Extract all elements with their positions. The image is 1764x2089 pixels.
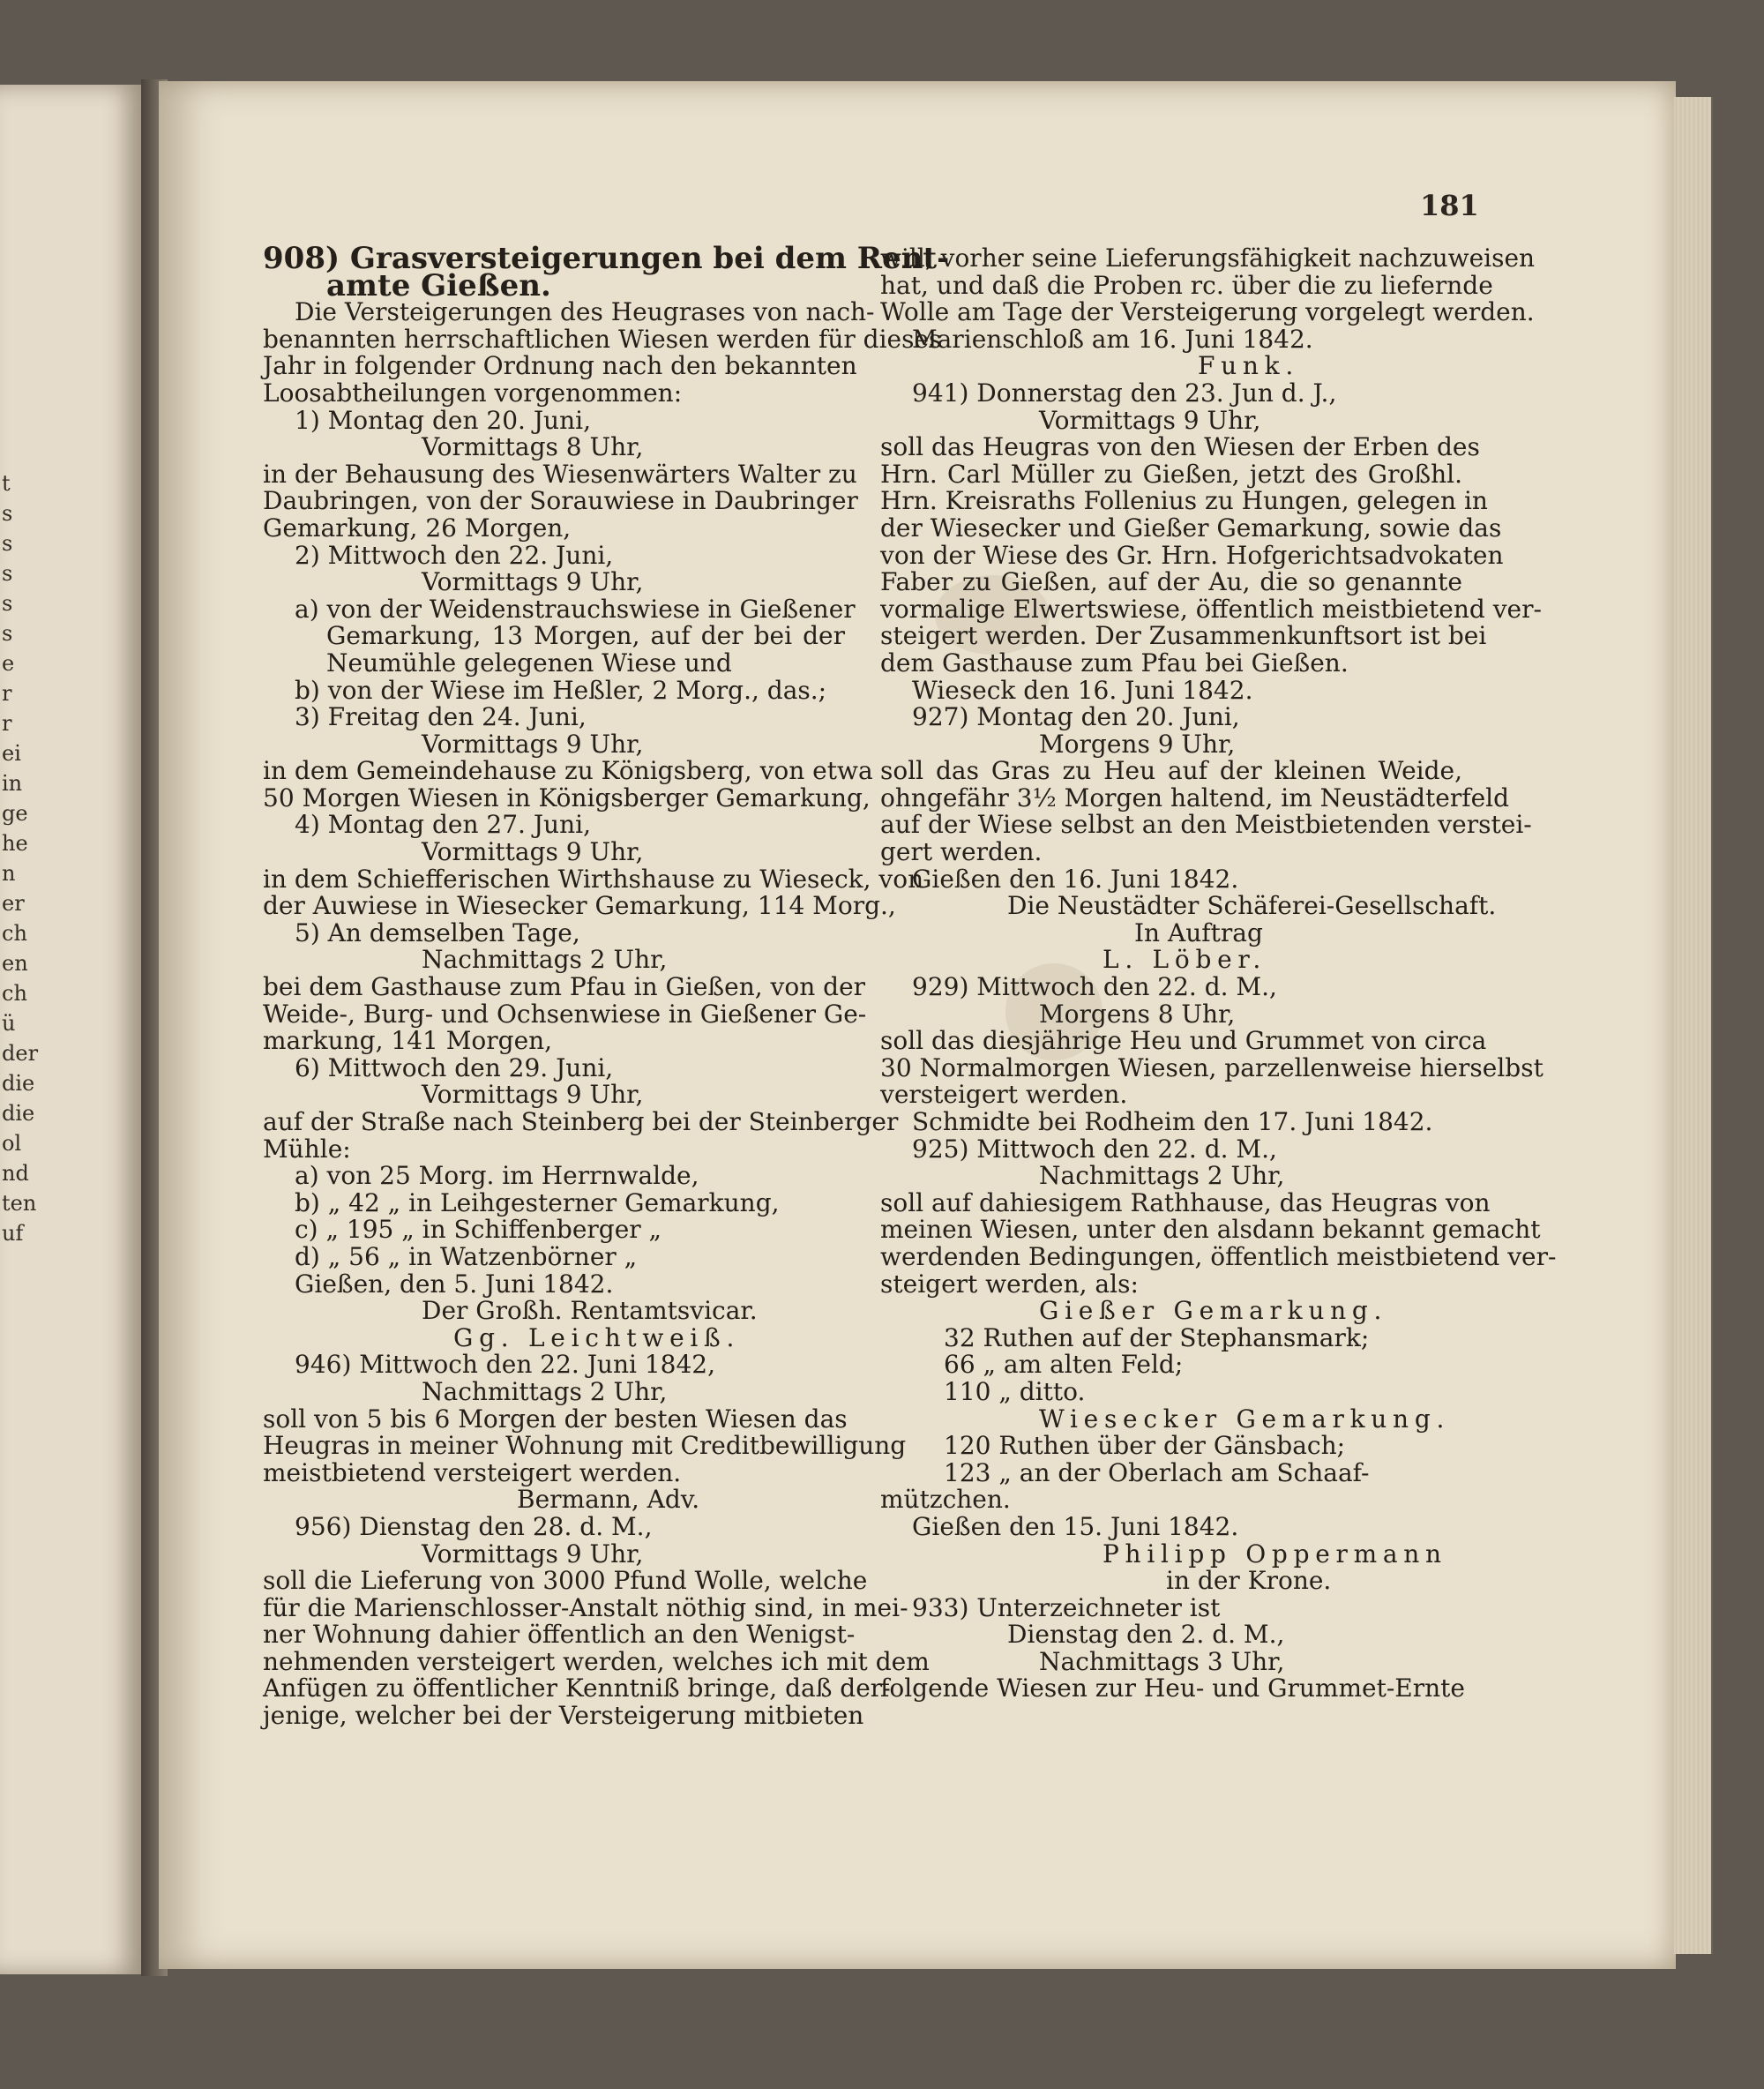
text-line: Nachmittags 2 Uhr, [422,1376,668,1406]
text-line: Marienschloß am 16. Juni 1842. [912,324,1313,354]
left-page-fragment: t [2,471,11,496]
left-page-fragment: r [2,711,12,736]
left-page-fragment: r [2,681,12,706]
text-line: Anfügen zu öffentlicher Kenntniß bringe, daß der- [263,1673,891,1703]
text-line: 941) Donnerstag den 23. Jun d. J., [912,378,1337,408]
text-line: soll auf dahiesigem Rathhause, das Heugras von [880,1187,1491,1217]
text-line: Nachmittags 3 Uhr, [1039,1646,1285,1676]
text-line: 66 „ am alten Feld; [944,1350,1184,1380]
text-line: 933) Unterzeichneter ist [912,1592,1221,1622]
text-line: Gemarkung, 26 Morgen, [263,513,572,543]
left-page-fragment: ten [2,1191,37,1216]
text-line: 110 „ ditto. [944,1376,1086,1406]
text-line: Schmidte bei Rodheim den 17. Juni 1842. [912,1107,1433,1136]
left-page-fragment: ch [2,981,27,1006]
text-line: Gemarkung, 13 Morgen, auf der bei der [326,621,845,651]
left-page-fragment: s [2,591,13,616]
page-number: 181 [1420,189,1479,222]
text-line: gert werden. [880,837,1043,867]
text-line: a) von der Weidenstrauchswiese in Gießener [295,594,856,624]
text-line: Nachmittags 2 Uhr, [1039,1161,1285,1191]
text-line: Neumühle gelegenen Wiese und [326,648,732,678]
left-page-fragment: ge [2,801,28,826]
text-line: in der Krone. [1166,1566,1332,1596]
text-line: Gg. Leichtweiß. [453,1322,741,1352]
text-line: markung, 141 Morgen, [263,1026,553,1056]
text-line: meistbietend versteigert werden. [263,1457,682,1487]
left-page-fragment: s [2,501,13,526]
text-line: Heugras in meiner Wohnung mit Creditbewilligung [263,1431,907,1461]
text-line: für die Marienschlosser-Anstalt nöthig sind, in mei- [263,1592,908,1622]
left-page-edge [0,85,146,1974]
text-line: Morgens 8 Uhr, [1039,999,1236,1029]
text-line: soll das diesjährige Heu und Grummet von circa [880,1026,1487,1056]
text-line: Wieseck den 16. Juni 1842. [912,675,1253,705]
text-line: Vormittags 9 Uhr, [422,837,644,867]
text-line: Vormittags 8 Uhr, [422,432,644,462]
text-line: Gießen, den 5. Juni 1842. [295,1269,614,1299]
text-line: Jahr in folgender Ordnung nach den bekannten [263,351,857,381]
left-page-fragment: n [2,861,16,886]
text-line: folgende Wiesen zur Heu- und Grummet-Ernte [880,1673,1465,1703]
text-line: c) „ 195 „ in Schiffenberger „ [295,1215,662,1245]
text-line: 5) An demselben Tage, [295,917,580,947]
text-line: Wiesecker Gemarkung. [1039,1404,1451,1434]
text-line: 50 Morgen Wiesen in Königsberger Gemarkung, [263,782,871,812]
text-line: Faber zu Gießen, auf der Au, die so genannte [880,567,1462,597]
text-line: Bermann, Adv. [517,1485,700,1515]
text-line: Vormittags 9 Uhr, [422,729,644,759]
left-page-fragment: der [2,1041,39,1066]
text-line: steigert werden. Der Zusammenkunftsort ist bei [880,621,1487,651]
text-line: Hrn. Kreisraths Follenius zu Hungen, gelegen in [880,486,1488,516]
text-line: 956) Dienstag den 28. d. M., [295,1511,653,1541]
text-line: 946) Mittwoch den 22. Juni 1842, [295,1350,715,1380]
text-line: Funk. [1198,351,1299,381]
text-line: 6) Mittwoch den 29. Juni, [295,1052,614,1082]
left-page-fragment: en [2,951,28,976]
text-line: Der Großh. Rentamtsvicar. [422,1296,758,1326]
text-line: Dienstag den 2. d. M., [1007,1620,1285,1650]
text-line: 1) Montag den 20. Juni, [295,405,591,435]
text-line: Mühle: [263,1134,351,1164]
text-line: versteigert werden. [880,1080,1128,1110]
text-line: ohngefähr 3½ Morgen haltend, im Neustädterfeld [880,782,1510,812]
text-line: 3) Freitag den 24. Juni, [295,702,587,732]
text-line: der Wiesecker und Gießer Gemarkung, sowie das [880,513,1502,543]
left-page-fragment: s [2,621,13,646]
text-line: bei dem Gasthause zum Pfau in Gießen, von der [263,972,866,1002]
text-line: 32 Ruthen auf der Stephansmark; [944,1322,1370,1352]
text-line: Gießen den 15. Juni 1842. [912,1511,1239,1541]
left-page-fragment: ü [2,1011,16,1036]
text-line: Gießer Gemarkung. [1039,1296,1388,1326]
text-line: steigert werden, als: [880,1269,1139,1299]
text-line: Vormittags 9 Uhr, [422,1539,644,1569]
text-line: benannten herrschaftlichen Wiesen werden für dieses [263,324,942,354]
left-page-fragment: e [2,651,15,676]
left-page-fragment: he [2,831,28,856]
text-line: 120 Ruthen über der Gänsbach; [944,1431,1346,1461]
text-line: in dem Schiefferischen Wirthshause zu Wieseck, von [263,864,924,894]
text-line: Vormittags 9 Uhr, [1039,405,1261,435]
text-line: Die Versteigerungen des Heugrases von nach- [295,297,875,327]
text-line: auf der Wiese selbst an den Meistbietenden verstei- [880,810,1532,840]
left-page-fragment: nd [2,1161,29,1186]
text-line: will, vorher seine Lieferungsfähigkeit nachzuweisen [880,243,1536,273]
text-line: b) von der Wiese im Heßler, 2 Morg., das.; [295,675,827,705]
text-line: 908) Grasversteigerungen bei dem Rent- [263,241,950,276]
text-line: 927) Montag den 20. Juni, [912,702,1240,732]
left-page-fragment: s [2,561,13,586]
text-line: werdenden Bedingungen, öffentlich meistbietend ver- [880,1241,1557,1271]
text-line: b) „ 42 „ in Leihgesterner Gemarkung, [295,1187,780,1217]
text-line: 30 Normalmorgen Wiesen, parzellenweise hierselbst [880,1052,1544,1082]
text-line: 2) Mittwoch den 22. Juni, [295,540,614,570]
text-line: soll das Gras zu Heu auf der kleinen Weide, [880,756,1462,786]
text-line: meinen Wiesen, unter den alsdann bekannt gemacht [880,1215,1541,1245]
text-line: Vormittags 9 Uhr, [422,1080,644,1110]
text-line: a) von 25 Morg. im Herrnwalde, [295,1161,699,1191]
text-line: 123 „ an der Oberlach am Schaaf- [944,1457,1370,1487]
left-page-fragment: s [2,531,13,556]
text-line: Daubringen, von der Sorauwiese in Daubringer [263,486,858,516]
text-line: ner Wohnung dahier öffentlich an den Wenigst- [263,1620,856,1650]
text-line: Gießen den 16. Juni 1842. [912,864,1239,894]
text-line: Die Neustädter Schäferei-Gesellschaft. [1007,891,1497,921]
text-line: amte Gießen. [326,267,551,303]
text-line: 929) Mittwoch den 22. d. M., [912,972,1277,1002]
text-line: auf der Straße nach Steinberg bei der Steinberger [263,1107,899,1136]
text-line: Weide-, Burg- und Ochsenwiese in Gießener Ge- [263,999,867,1029]
text-line: Wolle am Tage der Versteigerung vorgelegt werden. [880,297,1535,327]
text-line: mützchen. [880,1485,1011,1515]
left-page-fragment: in [2,771,23,796]
left-page-fragment: die [2,1071,35,1096]
text-line: jenige, welcher bei der Versteigerung mitbieten [263,1701,864,1731]
text-line: vormalige Elwertswiese, öffentlich meistbietend ver- [880,594,1542,624]
right-text-column [880,243,1557,1703]
text-line: d) „ 56 „ in Watzenbörner „ [295,1241,638,1271]
text-line: soll das Heugras von den Wiesen der Erben des [880,432,1480,462]
text-line: Philipp Oppermann [1102,1539,1447,1569]
text-line: in dem Gemeindehause zu Königsberg, von etwa [263,756,873,786]
text-line: von der Wiese des Gr. Hrn. Hofgerichtsadvokaten [880,540,1504,570]
left-page-fragment: er [2,891,25,916]
text-line: Hrn. Carl Müller zu Gießen, jetzt des Großhl. [880,459,1462,489]
text-line: in der Behausung des Wiesenwärters Walter zu [263,459,857,489]
left-page-fragment: ch [2,921,27,946]
text-line: hat, und daß die Proben rc. über die zu liefernde [880,270,1493,300]
text-line: In Auftrag [1134,917,1263,947]
left-page-fragment: ei [2,741,21,766]
text-line: Nachmittags 2 Uhr, [422,945,668,975]
text-line: Vormittags 9 Uhr, [422,567,644,597]
text-line: 925) Mittwoch den 22. d. M., [912,1134,1277,1164]
left-page-fragment: uf [2,1221,24,1246]
left-page-fragment: die [2,1101,35,1126]
left-page-fragment: ol [2,1131,22,1156]
text-line: dem Gasthause zum Pfau bei Gießen. [880,648,1349,678]
text-line: soll von 5 bis 6 Morgen der besten Wiesen das [263,1404,848,1434]
page-stack-edge [1674,97,1713,1954]
text-line: L. Löber. [1102,945,1267,975]
text-line: nehmenden versteigert werden, welches ich mit dem [263,1646,930,1676]
text-line: Loosabtheilungen vorgenommen: [263,378,683,408]
text-line: 4) Montag den 27. Juni, [295,810,591,840]
text-line: Morgens 9 Uhr, [1039,729,1236,759]
text-line: soll die Lieferung von 3000 Pfund Wolle, welche [263,1566,868,1596]
text-line: der Auwiese in Wiesecker Gemarkung, 114 Morg., [263,891,896,921]
